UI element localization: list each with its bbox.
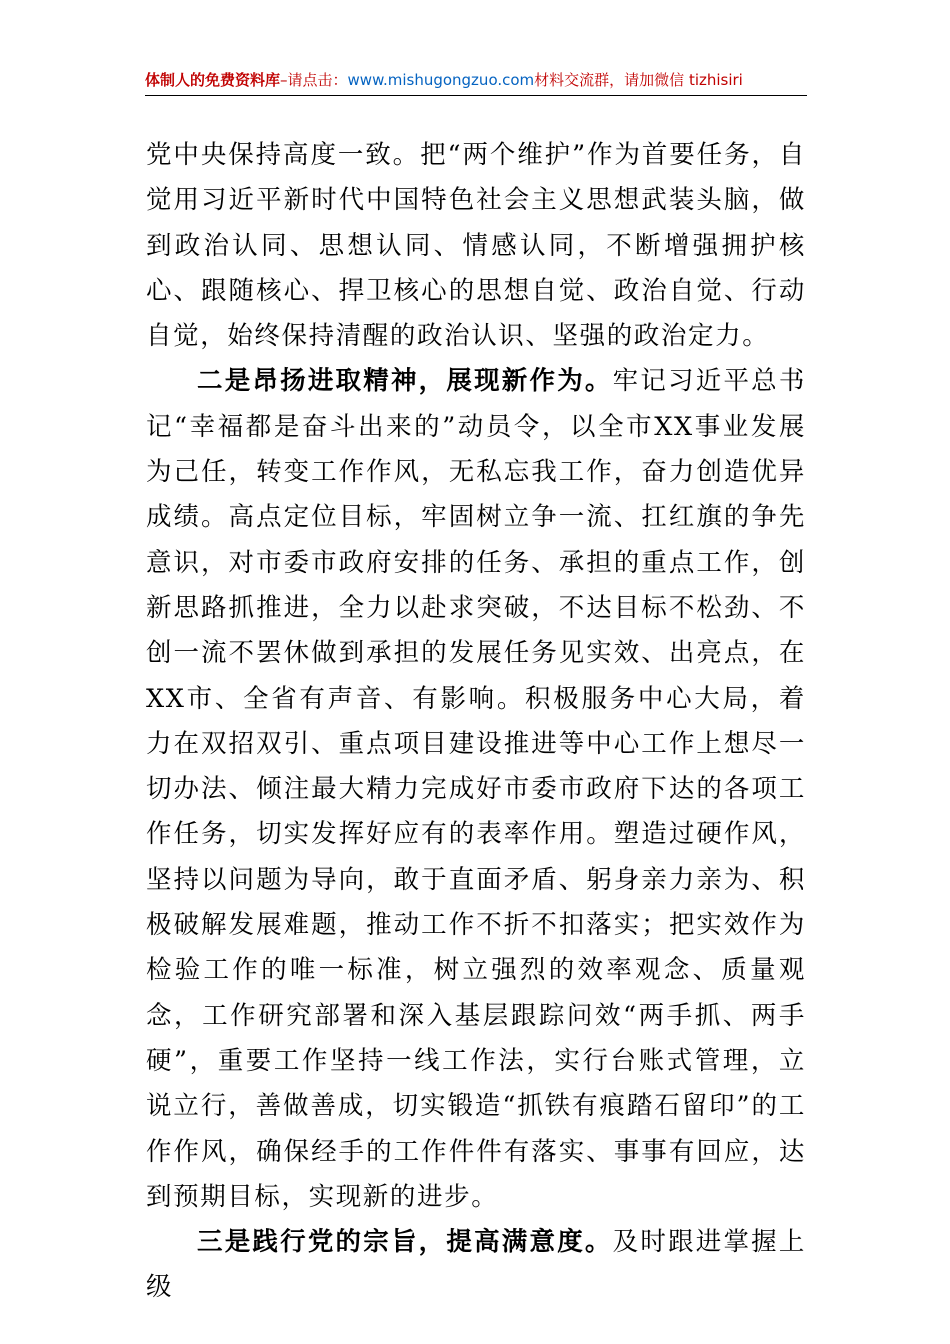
paragraph-1 [146, 133, 806, 359]
header-divider [145, 95, 807, 96]
paragraph-3-heading: 三是践行党的宗旨，提高满意度。 [197, 1227, 613, 1258]
header-brand: 体制人的免费资料库 [145, 71, 281, 89]
paragraph-3 [146, 1220, 806, 1311]
paragraph-3-text: 及时跟进掌握上级 [146, 1227, 806, 1303]
header-prompt: –请点击： [280, 71, 348, 89]
header-contact: 材料交流群，请加微信 tizhisiri [534, 71, 743, 89]
paragraph-2 [146, 359, 806, 1220]
paragraph-2-heading: 二是昂扬进取精神，展现新作为。 [197, 366, 613, 397]
paragraph-2-text: 牢记习近平总书记“幸福都是奋斗出来的”动员令，以全市XX事业发展为己任，转变工作作风，无私忘我工作，奋力创造优异成绩。高点定位目标，牢固树立争一流、扛红旗的争先意识，对市委市政府安排的任务、承担的重点工作，创新思路抓推进，全力以赴求突破，不达目标不松劲、不创一流不罢休做到承担的发展任务见实效、出亮点，在XX市、全省有声音、有影响。积极服务中心大局，着力在双招双引、重点项目建设推进等中心工作上想尽一切办法、倾注最大精力完成好市委市政府下达的各项工作任务，切实发挥好应有的表率作用。塑造过硬作风，坚持以问题为导向，敢于直面矛盾、躬身亲力亲为、积极破解发展难题，推动工作不折不扣落实；把实效作为检验工作的唯一标准，树立强烈的效率观念、质量观念，工作研究部署和深入基层跟踪问效“两手抓、两手硬”，重要工作坚持一线工作法，实行台账式管理，立说立行，善做善成，切实锻造“抓铁有痕踏石留印”的工作作风，确保经手的工作件件有落实、事事有回应，达到预期目标，实现新的进步。 [146, 366, 806, 1212]
header-link[interactable]: www.mishugongzuo.com [347, 71, 535, 89]
paragraph-1-text: 党中央保持高度一致。把“两个维护”作为首要任务，自觉用习近平新时代中国特色社会主义思想武装头脑，做到政治认同、思想认同、情感认同，不断增强拥护核心、跟随核心、捍卫核心的思想自觉、政治自觉、行动自觉，始终保持清醒的政治认识、坚强的政治定力。 [146, 140, 806, 352]
page-header [145, 66, 807, 94]
document-body [146, 133, 806, 1311]
